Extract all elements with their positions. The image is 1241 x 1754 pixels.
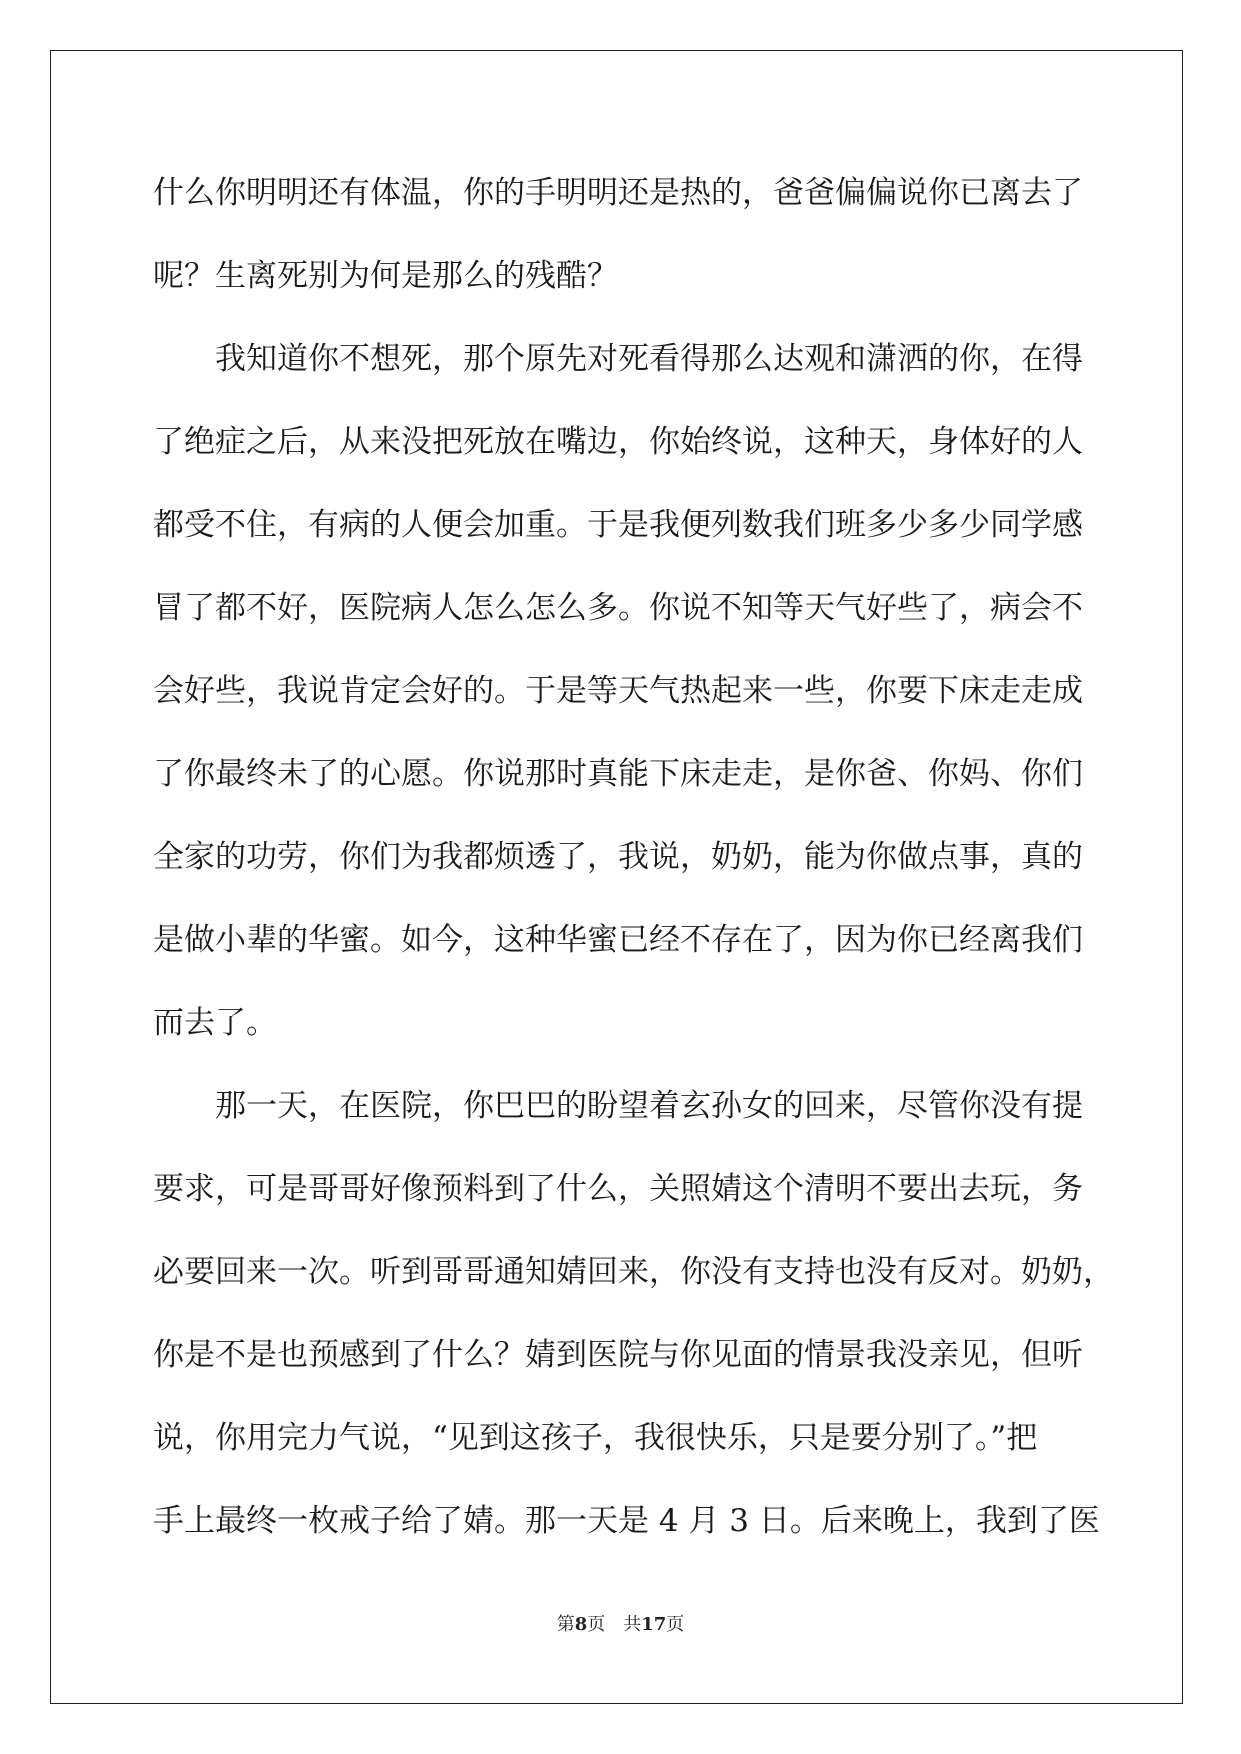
text-line: 那一天，在医院，你巴巴的盼望着玄孙女的回来，尽管你没有提 [215,1088,1083,1124]
total-pages-number: 17 [641,1614,667,1635]
footer-middle: 页 共 [587,1614,642,1635]
document-body [153,160,1114,1571]
text-line: 我知道你不想死，那个原先对死看得那么达观和潇洒的你，在得 [215,341,1083,377]
footer-suffix: 页 [666,1614,685,1635]
text-line: 手上最终一枚戒子给了婧。那一天是 4 月 3 日。后来晚上，我到了医 [153,1503,1100,1539]
text-line: 呢？生离死别为何是那么的残酷？ [153,258,618,294]
text-line: 什么你明明还有体温，你的手明明还是热的，爸爸偏偏说你已离去了 [153,175,1083,211]
text-line: 全家的功劳，你们为我都烦透了，我说，奶奶，能为你做点事，真的 [153,839,1083,875]
current-page-number: 8 [574,1614,588,1635]
text-line: 都受不住，有病的人便会加重。于是我便列数我们班多少多少同学感 [153,507,1083,543]
page-footer [0,1610,1241,1636]
text-line: 你是不是也预感到了什么？婧到医院与你见面的情景我没亲见，但听 [153,1337,1083,1373]
footer-prefix: 第 [556,1614,575,1635]
text-line: 必要回来一次。听到哥哥通知婧回来，你没有支持也没有反对。奶奶， [153,1254,1114,1290]
text-line: 说，你用完力气说，“见到这孩子，我很快乐，只是要分别了。”把 [153,1420,1038,1456]
text-line: 了你最终未了的心愿。你说那时真能下床走走，是你爸、你妈、你们 [153,756,1083,792]
text-line: 了绝症之后，从来没把死放在嘴边，你始终说，这种天，身体好的人 [153,424,1083,460]
text-line: 会好些，我说肯定会好的。于是等天气热起来一些，你要下床走走成 [153,673,1083,709]
text-line: 要求，可是哥哥好像预料到了什么，关照婧这个清明不要出去玩，务 [153,1171,1083,1207]
text-line: 而去了。 [153,1005,277,1041]
text-line: 是做小辈的华蜜。如今，这种华蜜已经不存在了，因为你已经离我们 [153,922,1083,958]
text-line: 冒了都不好，医院病人怎么怎么多。你说不知等天气好些了，病会不 [153,590,1083,626]
